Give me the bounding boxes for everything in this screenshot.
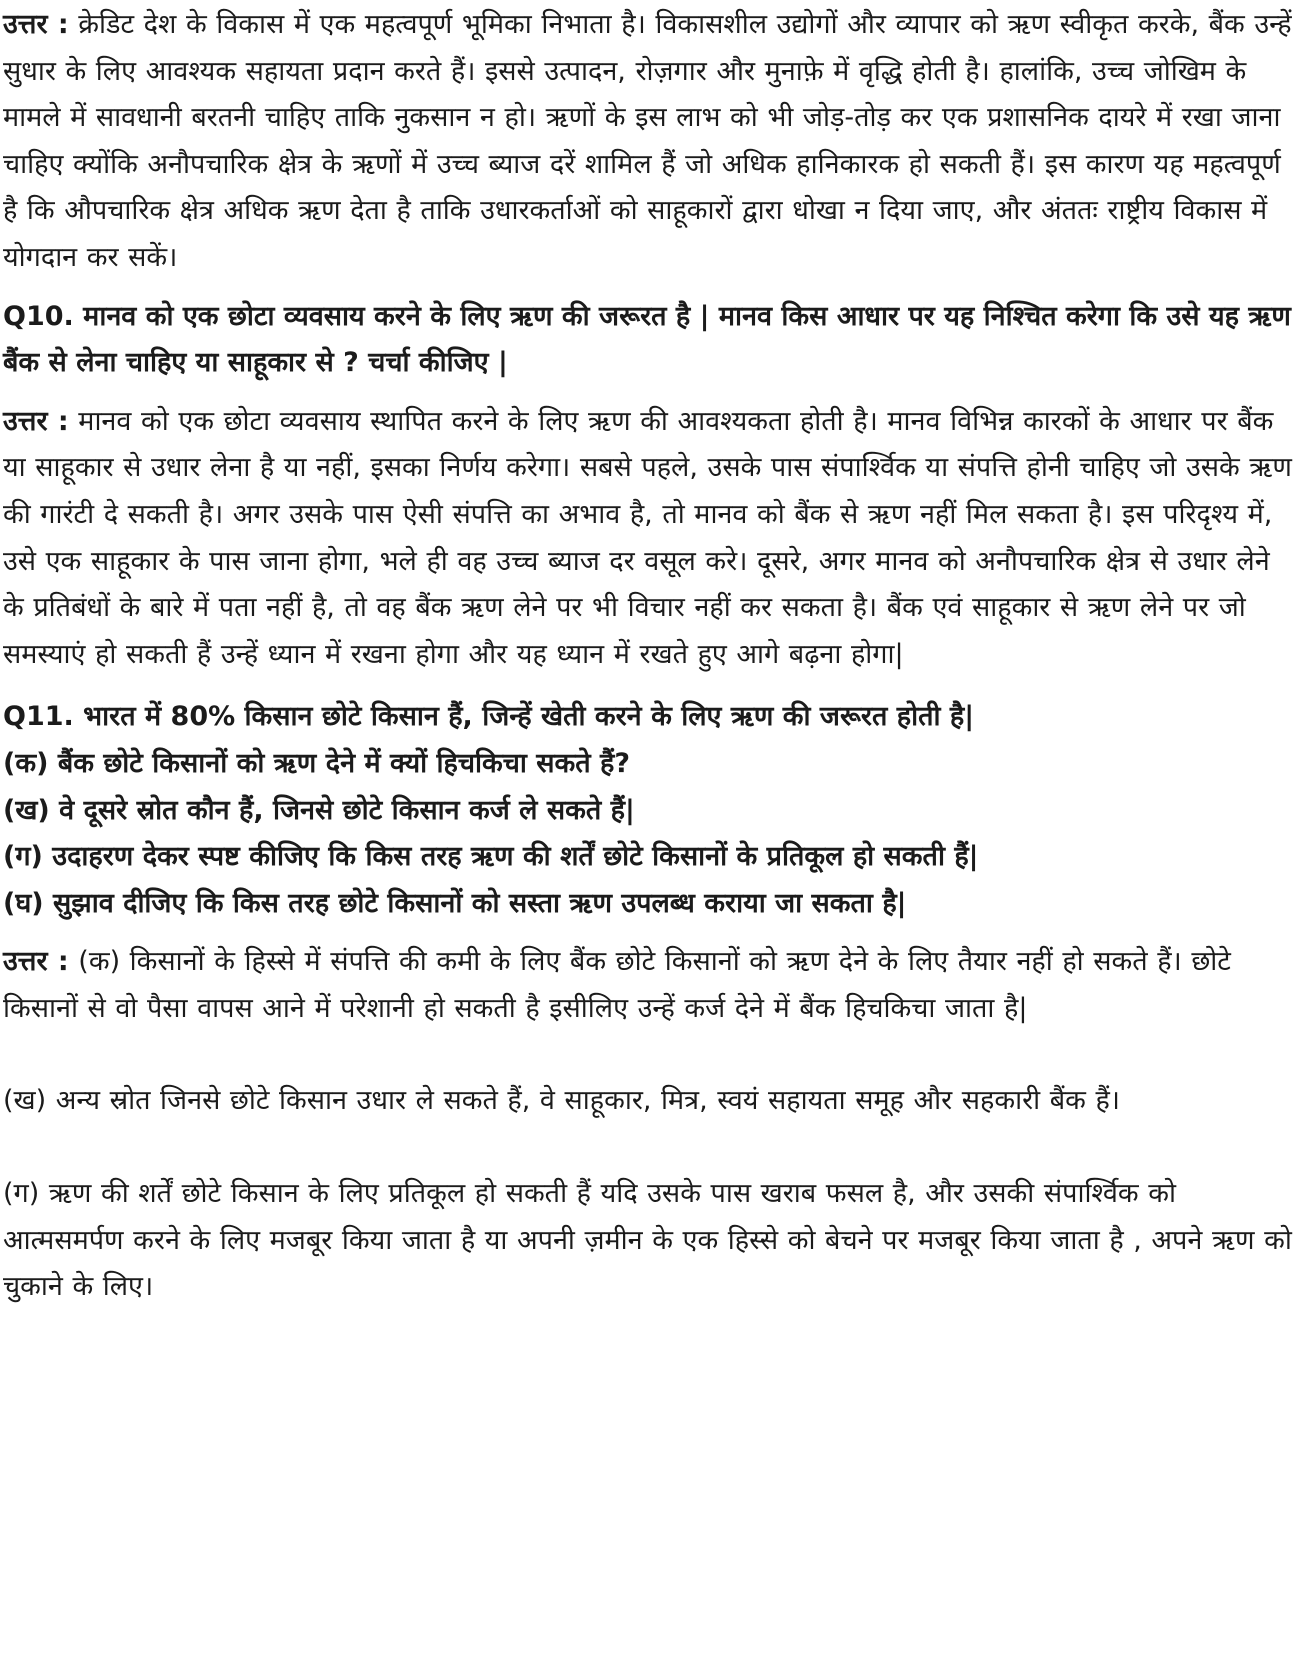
question-q11-part-kha: (ख) वे दूसरे स्रोत कौन हैं, जिनसे छोटे किसान कर्ज ले सकते हैं| — [3, 794, 635, 826]
question-q10: Q10. मानव को एक छोटा व्यवसाय करने के लिए ऋण की जरूरत है | मानव किस आधार पर यह निश्चित करेगा कि उसे यह ऋण बैंक से लेना चाहिए या साहूकार से ? चर्चा कीजिए | — [3, 300, 1291, 379]
answer-block-q11-ga: (ग) ऋण की शर्तें छोटे किसान के लिए प्रतिकूल हो सकती हैं यदि उसके पास खराब फसल है, और उसकी संपार्श्विक को आत्मसमर्पण करने के लिए मजबूर किया जाता है या अपनी ज़मीन के एक हिस्से को बेचने पर मजबूर किया जाता है , अपने ऋण को चुकाने के लिए। — [3, 1178, 1292, 1303]
answer-label: उत्तर : — [3, 405, 69, 437]
answer-block-q11-kha: (ख) अन्य स्रोत जिनसे छोटे किसान उधार ले सकते हैं, वे साहूकार, मित्र, स्वयं सहायता समूह और सहकारी बैंक हैं। — [3, 1085, 1121, 1117]
answer-block-q11-ka — [3, 939, 1298, 1032]
question-q11 — [3, 694, 1298, 927]
question-q11-part-gha: (घ) सुझाव दीजिए कि किस तरह छोटे किसानों को सस्ता ऋण उपलब्ध कराया जा सकता है| — [3, 887, 907, 919]
answer-text: क्रेडिट देश के विकास में एक महत्वपूर्ण भूमिका निभाता है। विकासशील उद्योगों और व्यापार को ऋण स्वीकृत करके, बैंक उन्हें सुधार के लिए आवश्यक सहायता प्रदान करते हैं। इससे उत्पादन, रोज़गार और मुनाफ़े में वृद्धि होती है। हालांकि, उच्च जोखिम के मामले में सावधानी बरतनी चाहिए ताकि नुकसान न हो। ऋणों के इस लाभ को भी जोड़-तोड़ कर एक प्रशासनिक दायरे में रखा जाना चाहिए क्योंकि अनौपचारिक क्षेत्र के ऋणों में उच्च ब्याज दरें शामिल हैं जो अधिक हानिकारक हो सकती हैं। इस कारण यह महत्वपूर्ण है कि औपचारिक क्षेत्र अधिक ऋण देता है ताकि उधारकर्ताओं को साहूकारों द्वारा धोखा न दिया जाए, और अंततः राष्ट्रीय विकास में योगदान कर सकें। — [3, 9, 1292, 273]
answer-block-q10 — [3, 399, 1298, 679]
question-q11-stem: Q11. भारत में 80% किसान छोटे किसान हैं, जिन्हें खेती करने के लिए ऋण की जरूरत होती है| — [3, 701, 975, 733]
answer-text: मानव को एक छोटा व्यवसाय स्थापित करने के लिए ऋण की आवश्यकता होती है। मानव विभिन्न कारकों के आधार पर बैंक या साहूकार से उधार लेना है या नहीं, इसका निर्णय करेगा। सबसे पहले, उसके पास संपार्श्विक या संपत्ति होनी चाहिए जो उसके ऋण की गारंटी दे सकती है। अगर उसके पास ऐसी संपत्ति का अभाव है, तो मानव को बैंक से ऋण नहीं मिल सकता है। इस परिदृश्य में, उसे एक साहूकार के पास जाना होगा, भले ही वह उच्च ब्याज दर वसूल करे। दूसरे, अगर मानव को अनौपचारिक क्षेत्र से उधार लेने के प्रतिबंधों के बारे में पता नहीं है, तो वह बैंक ऋण लेने पर भी विचार नहीं कर सकता है। बैंक एवं साहूकार से ऋण लेने पर जो समस्याएं हो सकती हैं उन्हें ध्यान में रखना होगा और यह ध्यान में रखते हुए आगे बढ़ना होगा| — [3, 405, 1292, 670]
answer-label: उत्तर : — [3, 9, 69, 40]
answer-text: (क) किसानों के हिस्से में संपत्ति की कमी के लिए बैंक छोटे किसानों को ऋण देने के लिए तैयार नहीं हो सकते हैं। छोटे किसानों से वो पैसा वापस आने में परेशानी हो सकती है इसीलिए उन्हें कर्ज देने में बैंक हिचकिचा जाता है| — [3, 946, 1231, 1024]
answer-block-q9 — [3, 2, 1298, 282]
question-q11-part-ka: (क) बैंक छोटे किसानों को ऋण देने में क्यों हिचकिचा सकते हैं? — [3, 747, 631, 779]
question-q11-part-ga: (ग) उदाहरण देकर स्पष्ट कीजिए कि किस तरह ऋण की शर्तें छोटे किसानों के प्रतिकूल हो सकती हैं| — [3, 841, 979, 873]
answer-label: उत्तर : — [3, 946, 69, 978]
